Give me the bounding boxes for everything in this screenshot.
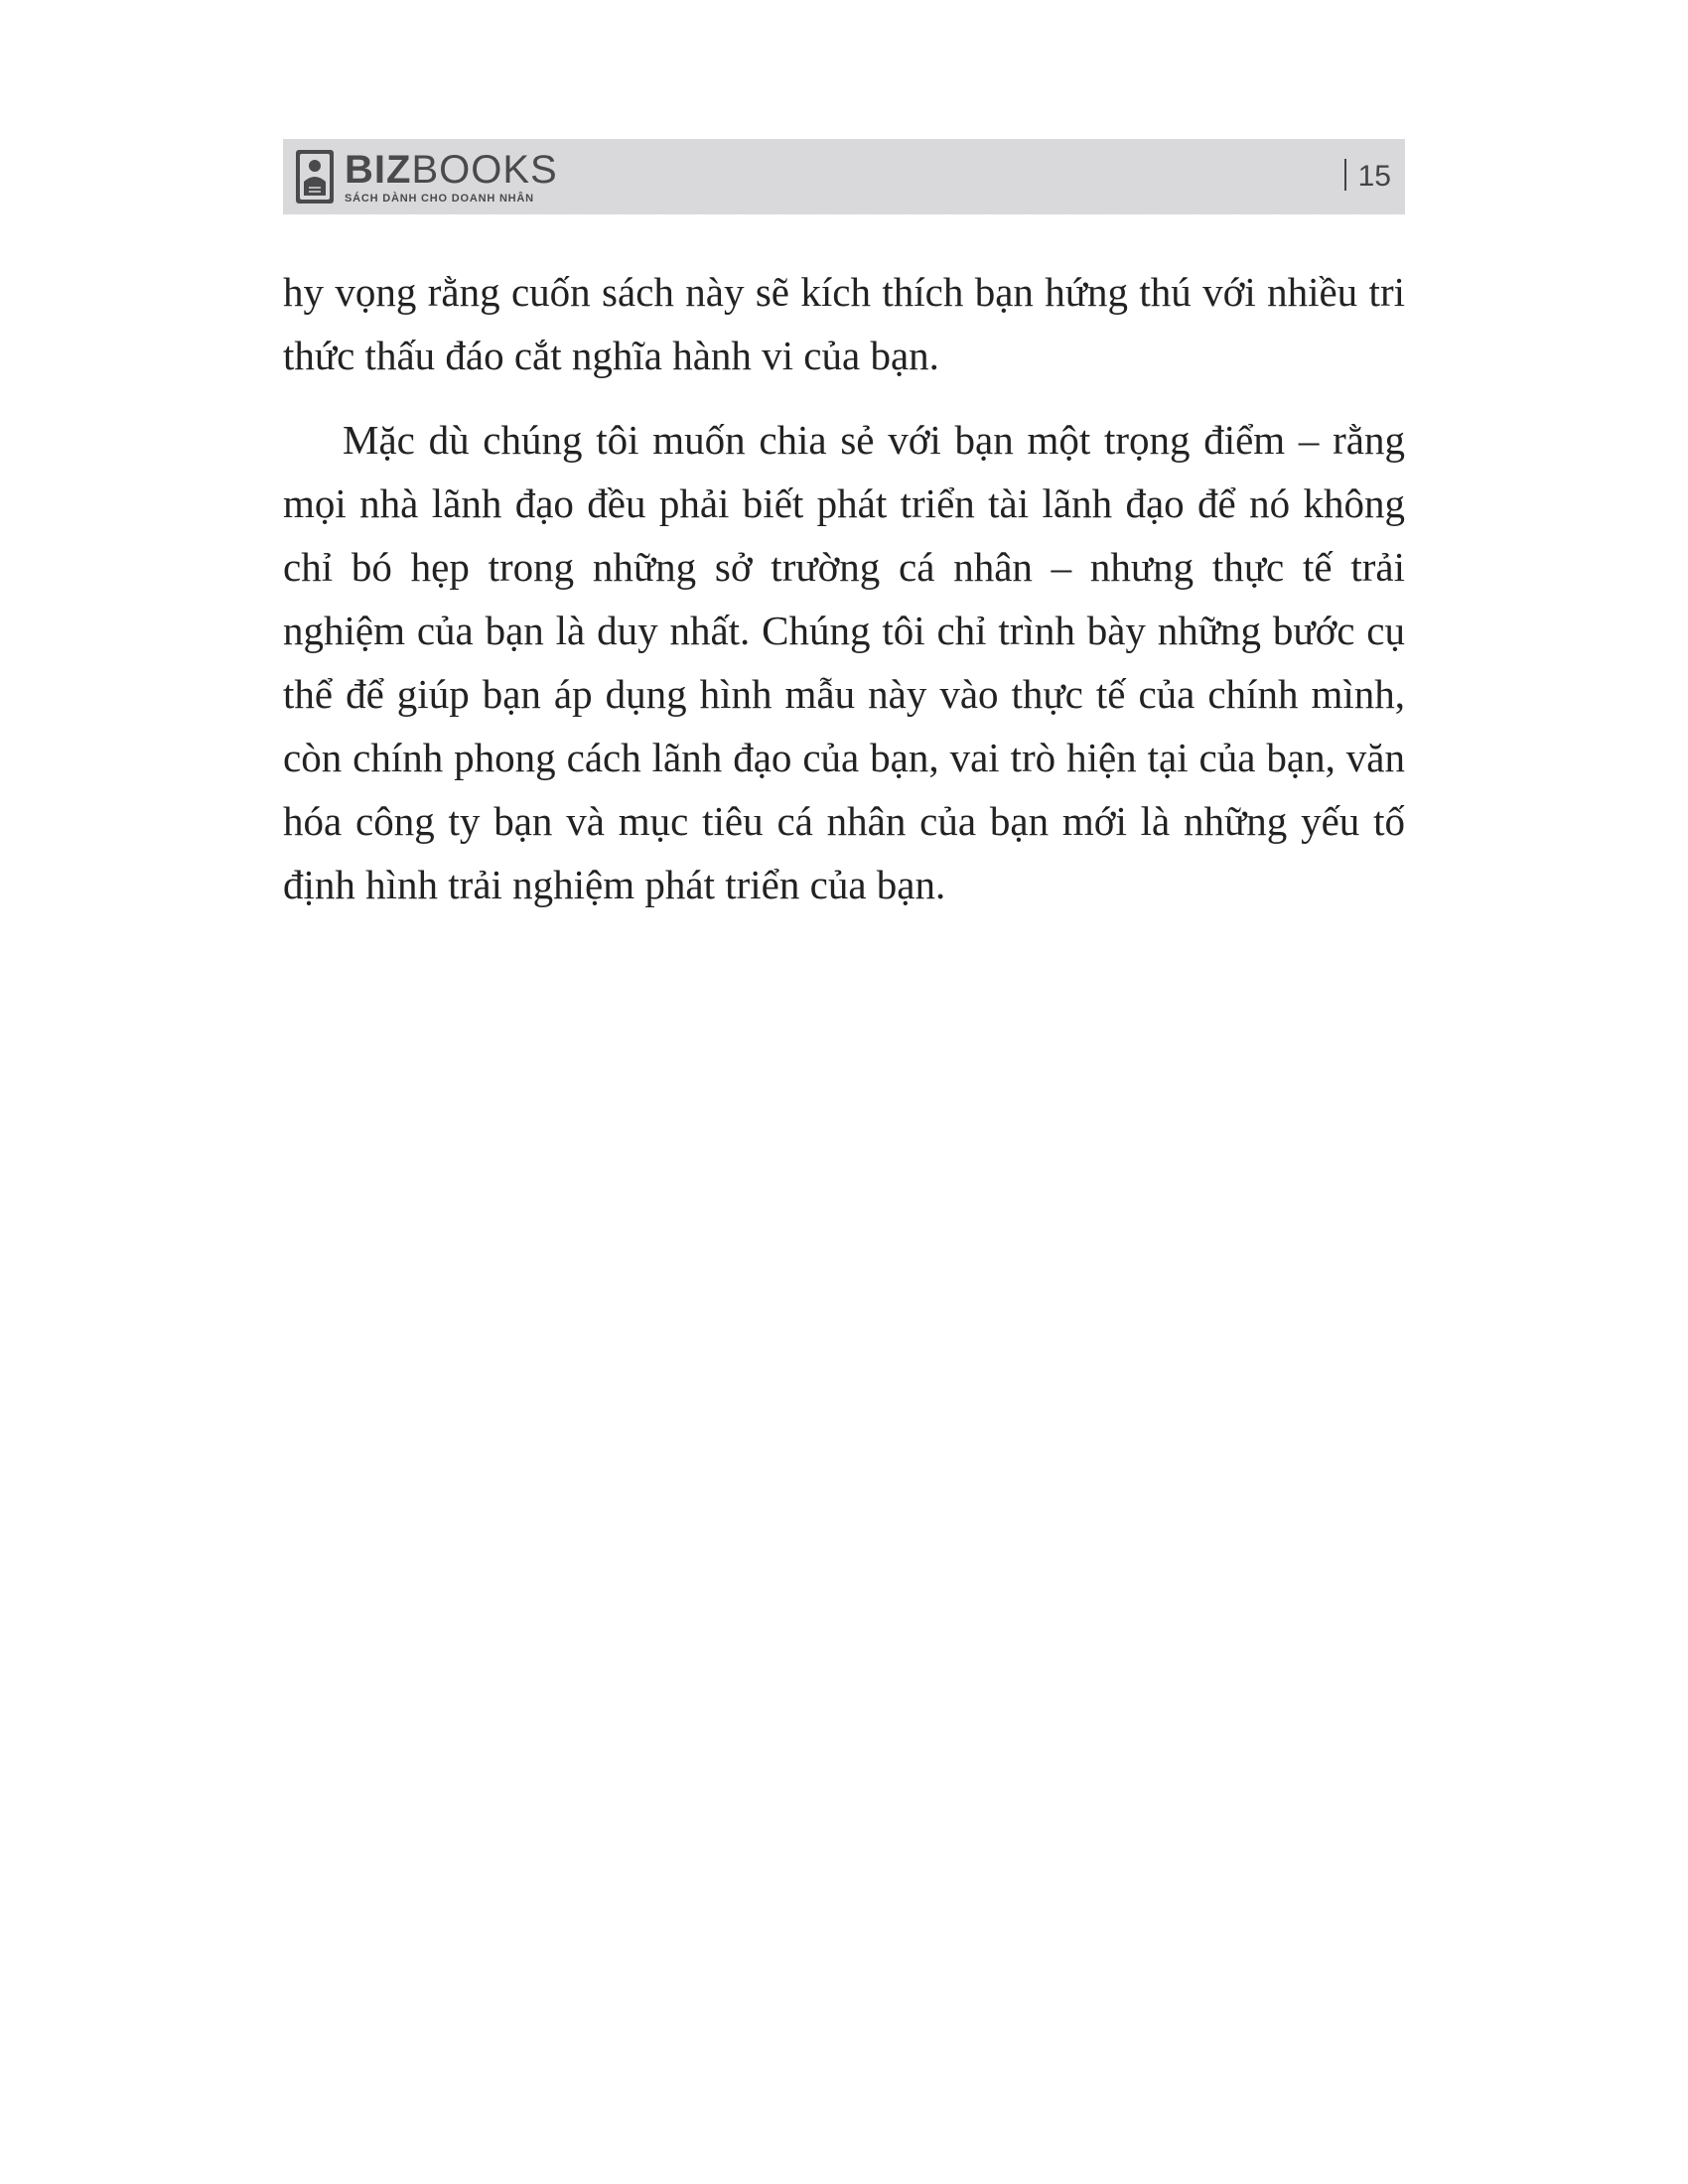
- paragraph: Mặc dù chúng tôi muốn chia sẻ với bạn một trọng điểm – rằng mọi nhà lãnh đạo đều phải biết phát triển tài lãnh đạo để nó không chỉ bó hẹp trong những sở trường cá nhân – nhưng thực tế trải nghiệm của bạn là duy nhất. Chúng tôi chỉ trình bày những bước cụ thể để giúp bạn áp dụng hình mẫu này vào thực tế của chính mình, còn chính phong cách lãnh đạo của bạn, vai trò hiện tại của bạn, văn hóa công ty bạn và mục tiêu cá nhân của bạn mới là những yếu tố định hình trải nghiệm phát triển của bạn.: [283, 417, 1405, 907]
- paragraph-continued: hy vọng rằng cuốn sách này sẽ kích thích bạn hứng thú với nhiều tri thức thấu đáo cắt nghĩa hành vi của bạn.: [283, 269, 1405, 378]
- bizbooks-logo-icon: [295, 149, 335, 205]
- page-number-value: 15: [1357, 160, 1391, 193]
- logo-wordmark: BIZBOOKS: [345, 147, 558, 192]
- bizbooks-logo: [295, 147, 558, 206]
- page-number-divider: [1344, 159, 1346, 191]
- running-header: [283, 139, 1405, 214]
- body-text: [283, 260, 1405, 916]
- logo-tagline: SÁCH DÀNH CHO DOANH NHÂN: [345, 192, 534, 205]
- page-number: [1344, 157, 1391, 197]
